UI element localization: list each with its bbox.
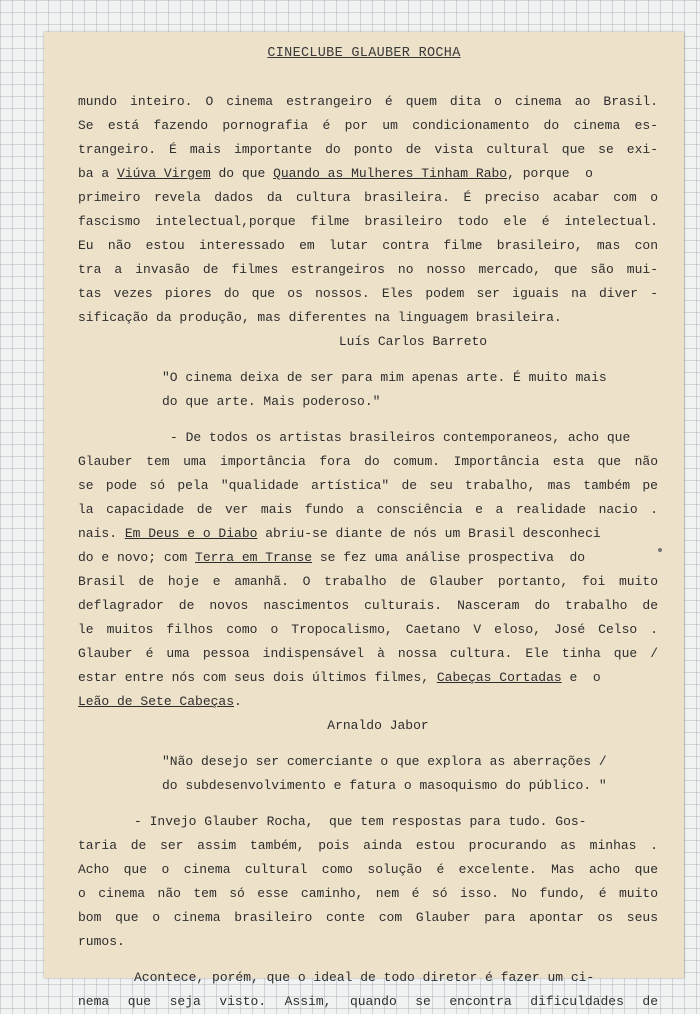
text-line: do e novo; com Terra em Transe se fez uma análise prospectiva do: [78, 550, 586, 565]
typewritten-page: [44, 32, 684, 1009]
text-line: - Invejo Glauber Rocha, que tem respostas para tudo. Gos-: [134, 814, 587, 829]
text-line: Eu não estou interessado em lutar contra filme brasileiro, mas con: [78, 238, 658, 253]
text-line: sificação da produção, mas diferentes na linguagem brasileira.: [78, 310, 562, 325]
author-name: Luís Carlos Barreto: [338, 334, 488, 349]
text-line: deflagrador de novos nascimentos culturais. Nasceram do trabalho de: [78, 598, 658, 613]
text-line: primeiro revela dados da cultura brasileira. É preciso acabar com o: [78, 190, 658, 205]
text-line: Acontece, porém, que o ideal de todo diretor é fazer um ci-: [134, 970, 595, 985]
text-line: estar entre nós com seus dois últimos filmes, Cabeças Cortadas e o: [78, 670, 601, 685]
text-line: Se está fazendo pornografia é por um condicionamento do cinema es-: [78, 118, 658, 133]
film-title: Leão de Sete Cabeças: [78, 694, 235, 709]
text-line: nema que seja visto. Assim, quando se encontra dificuldades de: [78, 994, 658, 1009]
text-line: nais. Em Deus e o Diabo abriu-se diante de nós um Brasil desconheci: [78, 526, 601, 541]
page-header: CINECLUBE GLAUBER ROCHA: [267, 46, 461, 61]
quote-line: do que arte. Mais poderoso.": [162, 394, 381, 409]
film-title: Em Deus e o Diabo: [124, 526, 258, 541]
text-line: taria de ser assim também, pois ainda estou procurando as minhas .: [78, 838, 658, 853]
text-line: Brasil de hoje e amanhã. O trabalho de Glauber portanto, foi muito: [78, 574, 658, 589]
quote-line: do subdesenvolvimento e fatura o masoquismo do público. ": [162, 778, 607, 793]
body-text: [78, 90, 658, 1014]
quote-line: "O cinema deixa de ser para mim apenas arte. É muito mais: [162, 370, 607, 385]
text-line: rumos.: [78, 934, 125, 949]
text-line: tas vezes piores do que os nossos. Eles podem ser iguais na diver -: [78, 286, 658, 301]
text-line: - De todos os artistas brasileiros contemporaneos, acho que: [170, 430, 631, 445]
text-line: trangeiro. É mais importante do ponto de vista cultural que se exi-: [78, 142, 658, 157]
text-line: le muitos filhos como o Tropocalismo, Caetano V eloso, José Celso .: [78, 622, 658, 637]
text-line: fascismo intelectual,porque filme brasileiro todo ele é intelectual.: [78, 214, 658, 229]
text-line: Acho que o cinema cultural como solução é excelente. Mas acho que: [78, 862, 658, 877]
paper-punch-hole: [658, 548, 662, 552]
text-line: Glauber é uma pessoa indispensável à nossa cultura. Ele tinha que /: [78, 646, 658, 661]
text-line: o cinema não tem só esse caminho, nem é só isso. No fundo, é muito: [78, 886, 658, 901]
text-line: Leão de Sete Cabeças.: [78, 694, 242, 709]
quote-line: "Não desejo ser comerciante o que explora as aberrações /: [162, 754, 607, 769]
author-name: Arnaldo Jabor: [327, 718, 429, 733]
text-line: bom que o cinema brasileiro conte com Glauber para apontar os seus: [78, 910, 658, 925]
text-line: la capacidade de ver mais fundo a consciência e a realidade nacio .: [78, 502, 658, 517]
film-title: Viúva Virgem: [117, 166, 211, 181]
film-title: Quando as Mulheres Tinham Rabo: [273, 166, 508, 181]
text-line: ba a Viúva Virgem do que Quando as Mulheres Tinham Rabo, porque o: [78, 166, 593, 181]
film-title: Cabeças Cortadas: [436, 670, 562, 685]
text-line: tra a invasão de filmes estrangeiros no nosso mercado, que são mui-: [78, 262, 658, 277]
text-line: se pode só pela "qualidade artística" de seu trabalho, mas também pe: [78, 478, 658, 493]
text-line: mundo inteiro. O cinema estrangeiro é quem dita o cinema ao Brasil.: [78, 94, 658, 109]
text-line: Glauber tem uma importância fora do comum. Importância esta que não: [78, 454, 658, 469]
film-title: Terra em Transe: [195, 550, 313, 565]
